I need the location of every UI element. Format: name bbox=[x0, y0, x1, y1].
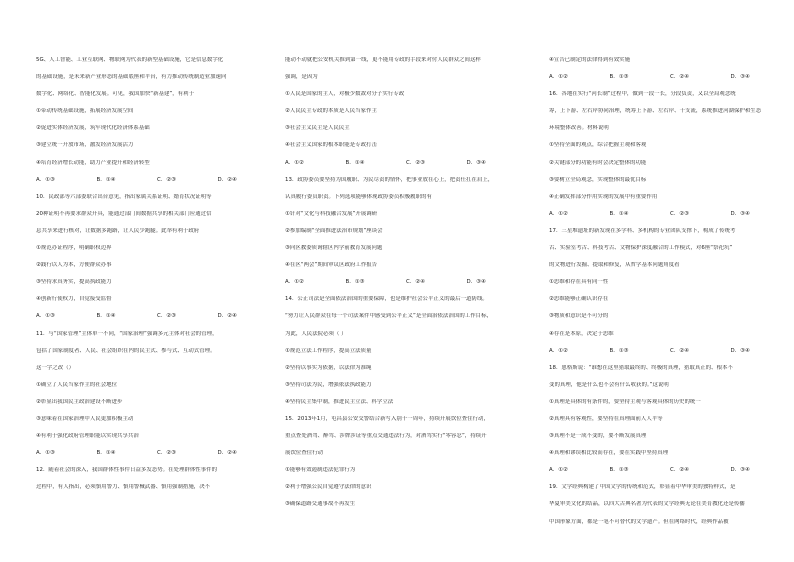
text-line: 19．文学经典构建了中国文学的传统和范式，彰显着中华审美的独特样式，是 bbox=[549, 484, 736, 491]
answer-option: B．①③ bbox=[609, 467, 629, 474]
text-line: ①带动传统基础设施，拓展经济发展空间 bbox=[36, 108, 134, 115]
text-line: ①规范办证程序，明确职权边界 bbox=[36, 245, 112, 252]
answer-option: A．①② bbox=[549, 467, 568, 474]
answer-option: D．③④ bbox=[730, 210, 750, 217]
text-line: ②参加编制“全面推进法治市规划”座谈会 bbox=[285, 227, 383, 234]
answer-options bbox=[285, 279, 527, 286]
answer-option: A．①② bbox=[549, 210, 568, 217]
text-line: ①真理是具体的有条件的，要坚持主观与客观具体的历史的统一 bbox=[549, 398, 701, 405]
text-line: 过程中，有人指出，必须慎用警力、慎用警械武器、慎用强制措施，决不 bbox=[36, 484, 211, 491]
text-line: 为此，人民法院必须（ ） bbox=[285, 330, 347, 337]
answer-option: C．②③ bbox=[670, 210, 690, 217]
answer-option: A．①② bbox=[285, 279, 304, 286]
text-line: 11．与“国家管理”主体单一不同，“国家治理”强调多元主体对社会的管理， bbox=[36, 330, 218, 337]
text-line: 数字化、网络化、智能化发展。可见，我国加快“新基建”，有利于 bbox=[36, 91, 195, 98]
answer-option: C．②③ bbox=[157, 313, 177, 320]
text-line: 古、实验室考古、科技考古、文物保护深度融合的工作模式，对6座“祭祀坑” bbox=[549, 245, 733, 252]
text-line: ②关键部分的功能有时会决定整体的功能 bbox=[549, 159, 647, 166]
text-line: ④社会主义国家的根本职能是专政打击 bbox=[285, 142, 377, 149]
text-line: ②人民民主专政的本质是人民当家作主 bbox=[285, 108, 377, 115]
text-line: ④有利于强化政府管理职能以实现共享共治 bbox=[36, 433, 139, 440]
answer-option: B．①③ bbox=[609, 347, 629, 354]
text-line: 这一字之改（） bbox=[36, 364, 75, 371]
answer-option: C．②④ bbox=[670, 347, 690, 354]
answer-option: B．①④ bbox=[96, 450, 116, 457]
text-line: ④宣告已制定的法律得到有效实施 bbox=[549, 57, 631, 63]
text-line: 筹，上下游、左右岸协同治理，统筹上下游、左右岸、干支流，系统推进河湖保护和生态 bbox=[549, 108, 762, 115]
answer-option: A．①③ bbox=[36, 313, 55, 320]
text-line: ③建立统一开放市场，激发经济发展活力 bbox=[36, 142, 134, 149]
answer-option: C．②③ bbox=[157, 176, 177, 183]
text-line: 18．恩格斯说：“谁想在这里猎取最终的、终极的真理，猎取真正的、根本不 bbox=[549, 364, 733, 371]
text-line: 12．随着社会的深入，我国群体性事件日益多发态势。在处理群体性事件的 bbox=[36, 467, 218, 474]
text-line: 环境整体改善。材料说明 bbox=[549, 125, 609, 132]
text-line: ②促进实体经济发展，筑牢现代化经济体系基础 bbox=[36, 125, 150, 132]
text-line: ④存在是本原，决定于思维 bbox=[549, 330, 614, 337]
answer-option: C．②④ bbox=[670, 467, 690, 474]
text-line: ③要树立全局观念，实现整体的最优目标 bbox=[549, 176, 647, 183]
text-line: ④在区“两会”期间审议区政府工作报告 bbox=[285, 262, 378, 269]
text-line: ①人民是国家的主人，对极少数敌对分子实行专政 bbox=[285, 91, 405, 98]
right-column bbox=[549, 57, 791, 536]
text-line: 13．政协委员要坚持为国履职、为民尽责的情怀，把事业放在心上，把责任扛在肩上， bbox=[285, 176, 494, 183]
text-line: 强调，是因为 bbox=[285, 74, 318, 81]
answer-option: A．①② bbox=[285, 159, 304, 166]
text-line: 10．民政部等六部委联合出台意见，指出家属关系证明、婚育状况证明等 bbox=[36, 193, 212, 200]
text-line: 5G、人工智能、工业互联网、物联网为代表的新型基础设施，它是信息数字化 bbox=[36, 57, 224, 63]
text-line: ②利于增强公民自觉遵守法律的意识 bbox=[285, 484, 372, 491]
text-line: ③坚持求真务实，提高执政能力 bbox=[36, 279, 112, 286]
answer-option: D．③④ bbox=[466, 279, 486, 286]
text-line: ①思维和存在具有同一性 bbox=[549, 279, 609, 286]
text-line: ④坚持民主集中制，推进民主立法、科学立法 bbox=[285, 398, 394, 405]
text-line: ③确保道路交通事故不再发生 bbox=[285, 501, 356, 508]
answer-option: C．②④ bbox=[406, 279, 426, 286]
text-line: 14．公正司法是全面依法治国的重要保障，也是维护社会公平正义的最后一道防线。 bbox=[285, 296, 488, 303]
text-line: ①规范立法工作程序，提高立法质量 bbox=[285, 347, 372, 354]
text-line: ④培育经济增长动能，助力产业提升和经济转型 bbox=[36, 159, 150, 166]
text-line: ②真理具有客观性，要坚持在真理面前人人平等 bbox=[549, 415, 663, 422]
text-line: ①针对“文化与科技融合发展”开展调研 bbox=[285, 210, 378, 217]
text-line: 能动不动就把公安机关推到第一线，更不能用专政的手段来对付人民群众之间这样 bbox=[285, 57, 481, 63]
text-line: “努力让人民群众在每一个司法案件中感受到公平正义”是全面治依法治国的工作目标， bbox=[285, 313, 492, 320]
text-line: ②践行以人为本，方便群众办事 bbox=[36, 262, 112, 269]
text-line: ①坚持全面的观点，综合把握主观和客观 bbox=[549, 142, 647, 149]
answer-option: A．①② bbox=[549, 347, 568, 354]
text-line: 17．三星堆遗址的新发现在多学科、多机构的专业团队支撑下，构成了传统考 bbox=[549, 227, 736, 234]
text-line: 认真履行委员职责。下列选项能够体现政协委员积极履职的有 bbox=[285, 193, 432, 200]
text-line: 重点查处酒驾、醉驾、涉牌涉证等重点交通违法行为，对酒驾实行“零容忍”，持续开 bbox=[285, 433, 487, 440]
answer-option: B．①③ bbox=[345, 279, 365, 286]
answer-option: D．②④ bbox=[217, 176, 237, 183]
text-line: 息共享来进行核对，让数据多跑路，让人民少跑腿。此举有利于政府 bbox=[36, 227, 200, 234]
answer-options bbox=[36, 177, 278, 184]
answer-option: B．①④ bbox=[96, 176, 116, 183]
text-line: 20种证明不再要求群众开具，能通过部门间数据共享的相关部门应通过信 bbox=[36, 210, 212, 217]
text-line: ①能够有效遏制违法犯罪行为 bbox=[285, 467, 356, 474]
text-line: ④正确发挥部分作用实现的发展中有重要作用 bbox=[549, 193, 658, 200]
answer-option: D．②④ bbox=[217, 313, 237, 320]
answer-options bbox=[36, 450, 278, 457]
answer-option: D．③④ bbox=[730, 74, 750, 81]
text-line: 15．2013年1月，屯昌县公安交警结合新写入别十一周年，持续开展饮位查住行动， bbox=[285, 415, 489, 422]
answer-options bbox=[285, 160, 527, 167]
text-line: ③物质和意识是不可分的 bbox=[549, 313, 609, 320]
answer-options bbox=[549, 348, 791, 355]
answer-options bbox=[549, 211, 791, 218]
text-line: ④真理和谬误相比较而存在，要在实践中坚持真理 bbox=[549, 450, 669, 457]
text-line: ③意味着在国家治理中人民更加积极主动 bbox=[36, 415, 134, 422]
answer-option: B．①④ bbox=[609, 210, 629, 217]
answer-options bbox=[549, 467, 791, 474]
answer-option: C．②④ bbox=[670, 74, 690, 81]
answer-options bbox=[36, 313, 278, 320]
answer-option: D．③④ bbox=[730, 347, 750, 354]
text-line: ②坚持以事实为依据，以法律为准绳 bbox=[285, 364, 372, 371]
answer-option: D．③④ bbox=[730, 467, 750, 474]
middle-column bbox=[285, 57, 527, 519]
answer-options bbox=[549, 74, 791, 81]
text-line: ③坚持司法为民，增强依法执政能力 bbox=[285, 381, 372, 388]
answer-option: A．①③ bbox=[36, 176, 55, 183]
text-line: 16．各地在实行“河长制”过程中，做到一段一长，分段负责，又以全局观念统 bbox=[549, 91, 736, 98]
answer-option: D．③④ bbox=[466, 159, 486, 166]
text-line: 中国形象方面，都是一笔不可替代的文学遗产。但在网络时代，经典作品被 bbox=[549, 518, 729, 525]
text-line: ④创新行使权力，自觉接受监督 bbox=[36, 296, 112, 303]
text-line: ③真理不是一成不变的，要不断发展真理 bbox=[549, 433, 647, 440]
answer-option: A．①③ bbox=[36, 450, 55, 457]
text-line: ①确立了人民当家作主的社会地位 bbox=[36, 381, 118, 388]
text-line: ②思维能够正确认识存在 bbox=[549, 296, 609, 303]
text-line: 华夏审美文化的结晶，以四大古典名著为代表的文学经典无论在美育教化还是传播 bbox=[549, 501, 745, 508]
answer-option: B．①④ bbox=[345, 159, 365, 166]
answer-option: C．②③ bbox=[406, 159, 426, 166]
left-column bbox=[36, 57, 278, 501]
text-line: 的文物进行发掘、提取和修复，从哲学基本问题角度看 bbox=[549, 262, 680, 269]
text-line: 变的真理，他是什么也不会有什么收获的。”这说明 bbox=[549, 381, 669, 388]
text-line: 包括了国家制度者、人民、社会组织在内的民主式、参与式、互动式管理。 bbox=[36, 347, 216, 354]
answer-option: B．①④ bbox=[96, 313, 116, 320]
answer-option: B．①③ bbox=[609, 74, 629, 81]
answer-option: A．①② bbox=[549, 74, 568, 81]
text-line: ③社会主义民主是人民民主 bbox=[285, 125, 350, 132]
answer-option: C．②③ bbox=[157, 450, 177, 457]
text-line: 的基础设施，是未来新产业形态的基础底座和平台，有力推动传统制造业加速向 bbox=[36, 74, 227, 81]
text-line: ③向区教委质询辖区内学前教育发展问题 bbox=[285, 245, 383, 252]
text-line: ②彰显出我国民主政治建设不断进步 bbox=[36, 398, 123, 405]
answer-option: D．②④ bbox=[217, 450, 237, 457]
text-line: 展饮位查住行动 bbox=[285, 450, 324, 457]
